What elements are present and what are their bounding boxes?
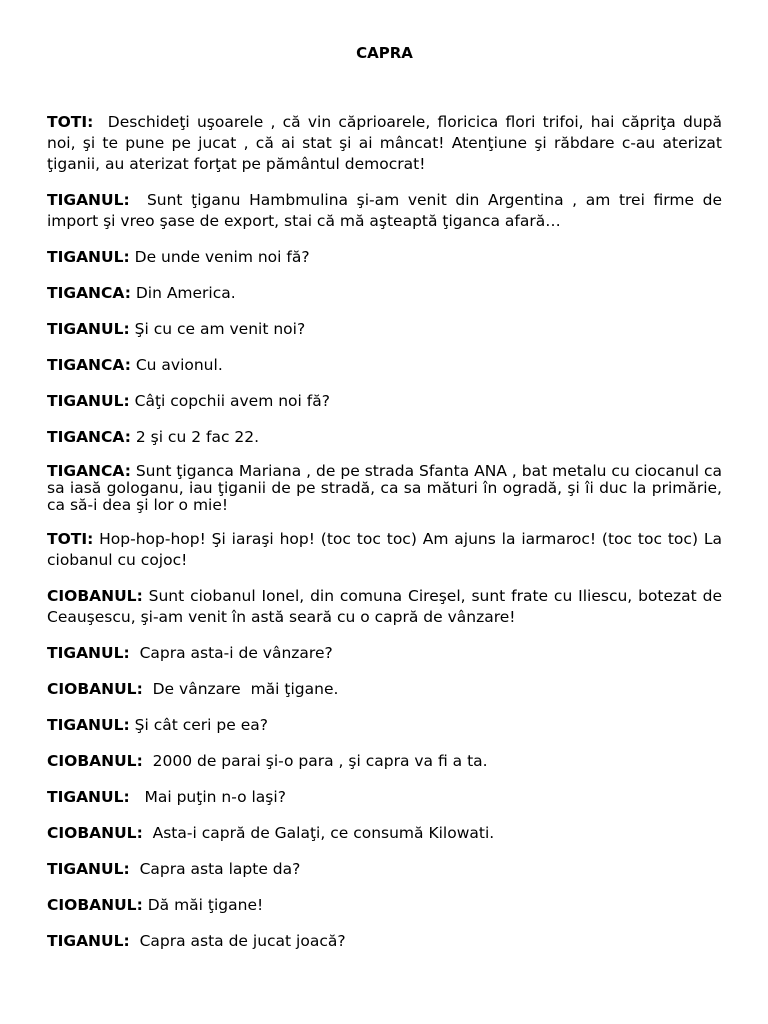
speaker-name: TIGANUL: <box>47 248 130 266</box>
dialogue-line <box>47 112 727 175</box>
dialogue-line <box>47 462 727 514</box>
speaker-name: TIGANUL: <box>47 644 130 662</box>
dialogue-text: Capra asta lapte da? <box>139 860 301 878</box>
dialogue-line <box>47 679 722 700</box>
dialogue-line <box>47 427 722 448</box>
dialogue-text: Câţi copchii avem noi fă? <box>134 392 330 410</box>
speaker-name: TIGANUL: <box>47 320 130 338</box>
speaker-name: CIOBANUL: <box>47 587 143 605</box>
speaker-name: TIGANUL: <box>47 788 130 806</box>
dialogue-script <box>47 112 727 967</box>
dialogue-line <box>47 715 722 736</box>
dialogue-text: 2000 de parai şi-o para , şi capra va fi a ta. <box>152 752 488 770</box>
dialogue-line <box>47 319 722 340</box>
dialogue-line <box>47 190 727 232</box>
dialogue-line <box>47 643 722 664</box>
speaker-name: TIGANUL: <box>47 716 130 734</box>
dialogue-line <box>47 391 722 412</box>
dialogue-line <box>47 895 722 916</box>
dialogue-line <box>47 529 727 571</box>
speaker-name: TOTI: <box>47 113 94 131</box>
dialogue-line <box>47 751 722 772</box>
dialogue-text: Asta-i capră de Galaţi, ce consumă Kilowati. <box>152 824 495 842</box>
dialogue-text: Şi cu ce am venit noi? <box>134 320 306 338</box>
dialogue-text: Capra asta de jucat joacă? <box>139 932 346 950</box>
dialogue-text: Mai puţin n-o laşi? <box>144 788 286 806</box>
dialogue-text: Cu avionul. <box>135 356 223 374</box>
speaker-name: CIOBANUL: <box>47 680 143 698</box>
dialogue-line <box>47 355 722 376</box>
dialogue-text: De unde venim noi fă? <box>134 248 310 266</box>
speaker-name: TIGANCA: <box>47 356 131 374</box>
speaker-name: TIGANUL: <box>47 860 130 878</box>
speaker-name: CIOBANUL: <box>47 752 143 770</box>
dialogue-text: Dă măi ţigane! <box>147 896 264 914</box>
dialogue-text: Hop-hop-hop! Şi iaraşi hop! (toc toc toc) Am ajuns la iarmaroc! (toc toc toc) La ciobanul cu cojoc! <box>47 530 727 569</box>
dialogue-text: Capra asta-i de vânzare? <box>139 644 333 662</box>
dialogue-text: Sunt ciobanul Ionel, din comuna Cireşel, sunt frate cu Iliescu, botezat de Ceauşescu, şi-am venit în astă seară cu o capră de vânzare! <box>47 587 727 626</box>
document-title: CAPRA <box>356 44 413 62</box>
dialogue-text: Sunt ţiganu Hambmulina şi-am venit din Argentina , am trei firme de import şi vreo şase de export, stai că mă aşteaptă ţiganca afară… <box>47 191 727 230</box>
dialogue-text: Din America. <box>135 284 236 302</box>
dialogue-text: Deschideţi uşoarele , că vin căprioarele, floricica flori trifoi, hai căpriţa după noi, şi te pune pe jucat , că ai stat şi ai mâncat! Atenţiune şi răbdare c-au aterizat ţiganii, au aterizat forţat pe pământul democrat! <box>47 113 727 173</box>
speaker-name: CIOBANUL: <box>47 896 143 914</box>
dialogue-line <box>47 931 722 952</box>
dialogue-line <box>47 586 727 628</box>
speaker-name: TOTI: <box>47 530 94 548</box>
speaker-name: CIOBANUL: <box>47 824 143 842</box>
dialogue-text: De vânzare măi ţigane. <box>152 680 339 698</box>
dialogue-line <box>47 823 722 844</box>
dialogue-line <box>47 247 722 268</box>
dialogue-text: Sunt ţiganca Mariana , de pe strada Sfanta ANA , bat metalu cu ciocanul ca sa iasă gologanu, iau ţiganii de pe stradă, ca sa mături în ogradă, şi îi duc la primărie, ca să-i dea şi lor o mie! <box>47 462 727 514</box>
speaker-name: TIGANUL: <box>47 932 130 950</box>
dialogue-line <box>47 283 722 304</box>
dialogue-line <box>47 787 722 808</box>
speaker-name: TIGANCA: <box>47 284 131 302</box>
speaker-name: TIGANUL: <box>47 392 130 410</box>
speaker-name: TIGANCA: <box>47 428 131 446</box>
dialogue-line <box>47 859 722 880</box>
speaker-name: TIGANUL: <box>47 191 130 209</box>
speaker-name: TIGANCA: <box>47 462 131 480</box>
dialogue-text: 2 şi cu 2 fac 22. <box>135 428 260 446</box>
dialogue-text: Şi cât ceri pe ea? <box>134 716 268 734</box>
